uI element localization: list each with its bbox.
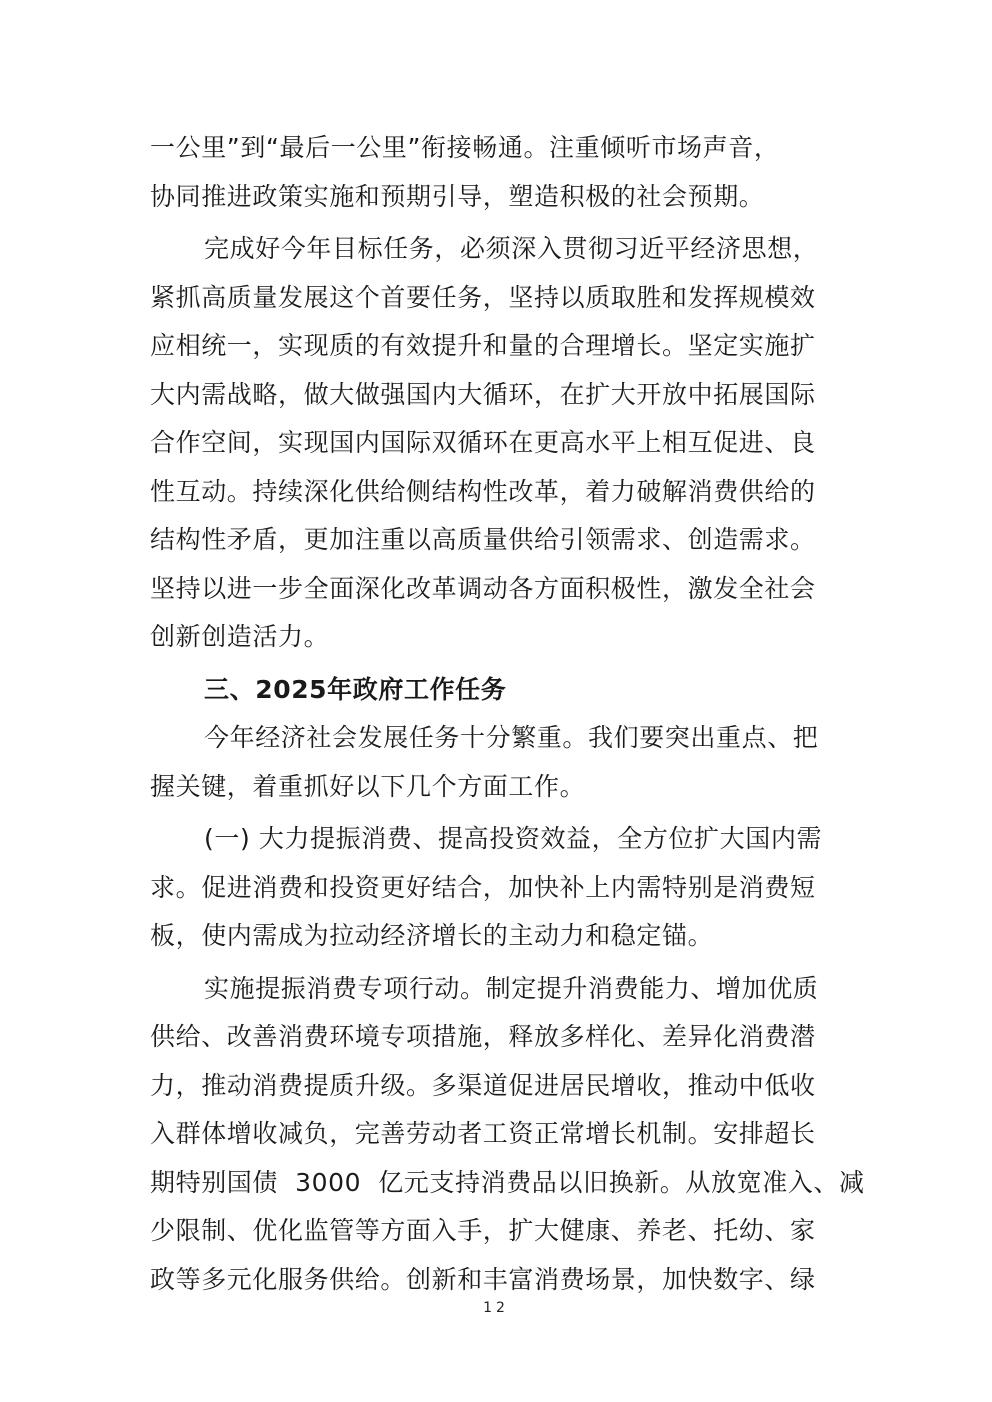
paragraph-line: 结构性矛盾，更加注重以高质量供给引领需求、创造需求。: [150, 525, 816, 554]
paragraph-line: 性互动。持续深化供给侧结构性改革，着力破解消费供给的: [150, 476, 816, 506]
paragraph-line: 握关键，着重抓好以下几个方面工作。: [150, 771, 586, 801]
paragraph-line: 力，推动消费提质升级。多渠道促进居民增收，推动中低收: [150, 1070, 816, 1100]
paragraph-line: 大内需战略，做大做强国内大循环，在扩大开放中拓展国际: [150, 379, 816, 409]
paragraph-line: 应相统一，实现质的有效提升和量的合理增长。坚定实施扩: [150, 331, 816, 360]
paragraph-line: 供给、改善消费环境专项措施，释放多样化、差异化消费潜: [150, 1022, 816, 1051]
paragraph-line: 创新创造活力。: [150, 622, 330, 651]
page-number: 12: [483, 1300, 509, 1316]
paragraph-line: 合作空间，实现国内国际双循环在更高水平上相互促进、良: [150, 428, 816, 457]
paragraph-line: 协同推进政策实施和预期引导，塑造积极的社会预期。: [150, 181, 765, 211]
paragraph-line: 今年经济社会发展任务十分繁重。我们要突出重点、把: [204, 723, 819, 752]
paragraph-line: 期特别国债 3000 亿元支持消费品以旧换新。从放宽准入、减: [150, 1167, 865, 1197]
paragraph-line: 入群体增收减负，完善劳动者工资正常增长机制。安排超长: [150, 1119, 816, 1148]
document-body: [150, 124, 895, 1304]
paragraph-line: 实施提振消费专项行动。制定提升消费能力、增加优质: [204, 973, 819, 1003]
paragraph-line: 一公里”到“最后一公里”衔接畅通。注重倾听市场声音，: [150, 133, 780, 162]
paragraph-line: 政等多元化服务供给。创新和丰富消费场景，加快数字、绿: [150, 1264, 816, 1294]
paragraph-line: 完成好今年目标任务，必须深入贯彻习近平经济思想，: [204, 234, 819, 263]
paragraph-line: 紧抓高质量发展这个首要任务，坚持以质取胜和发挥规模效: [150, 282, 816, 312]
paragraph-line: 板，使内需成为拉动经济增长的主动力和稳定锚。: [150, 921, 714, 950]
paragraph-line: 求。促进消费和投资更好结合，加快补上内需特别是消费短: [150, 872, 816, 902]
paragraph-line: 坚持以进一步全面深化改革调动各方面积极性，激发全社会: [150, 573, 816, 603]
section-heading: 三、2025年政府工作任务: [204, 674, 507, 704]
paragraph-line: (一) 大力提振消费、提高投资效益，全方位扩大国内需: [204, 824, 823, 853]
paragraph-line: 少限制、优化监管等方面入手，扩大健康、养老、托幼、家: [150, 1216, 816, 1245]
